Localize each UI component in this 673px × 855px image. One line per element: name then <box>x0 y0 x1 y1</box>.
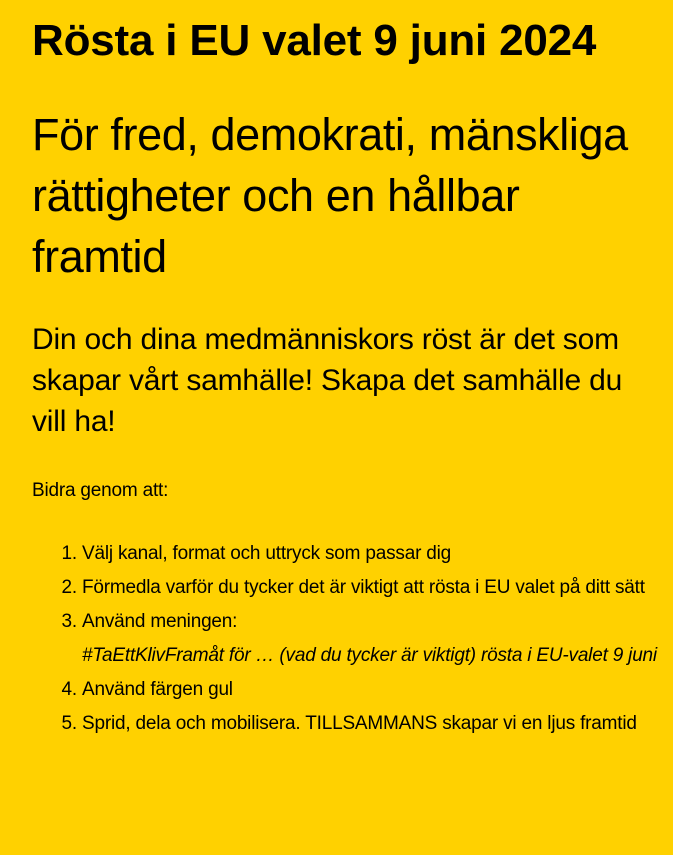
page-title: Rösta i EU valet 9 juni 2024 <box>32 16 597 65</box>
list-item <box>82 707 673 741</box>
list-item <box>82 673 673 707</box>
hashtag-sentence: #TaEttKlivFramåt för … (vad du tycker är viktigt) rösta i EU-valet 9 juni <box>82 645 657 666</box>
step-text: Välj kanal, format och uttryck som passar dig <box>82 543 452 564</box>
step-text: Använd meningen: <box>82 611 238 632</box>
step-text: Använd färgen gul <box>82 679 233 700</box>
campaign-headline: För fred, demokrati, mänskliga rättigheter och en hållbar framtid <box>32 109 628 282</box>
lead-paragraph: Din och dina medmänniskors röst är det som skapar vårt samhälle! Skapa det samhälle du vill ha! <box>32 323 623 438</box>
list-item <box>82 537 673 571</box>
step-text: Förmedla varför du tycker det är viktigt att rösta i EU valet på ditt sätt <box>82 577 645 598</box>
step-text: Sprid, dela och mobilisera. TILLSAMMANS skapar vi en ljus framtid <box>82 713 637 734</box>
list-item <box>82 571 673 605</box>
contribution-steps-list <box>32 537 673 741</box>
list-item <box>82 605 673 673</box>
contribute-intro: Bidra genom att: <box>32 480 169 501</box>
